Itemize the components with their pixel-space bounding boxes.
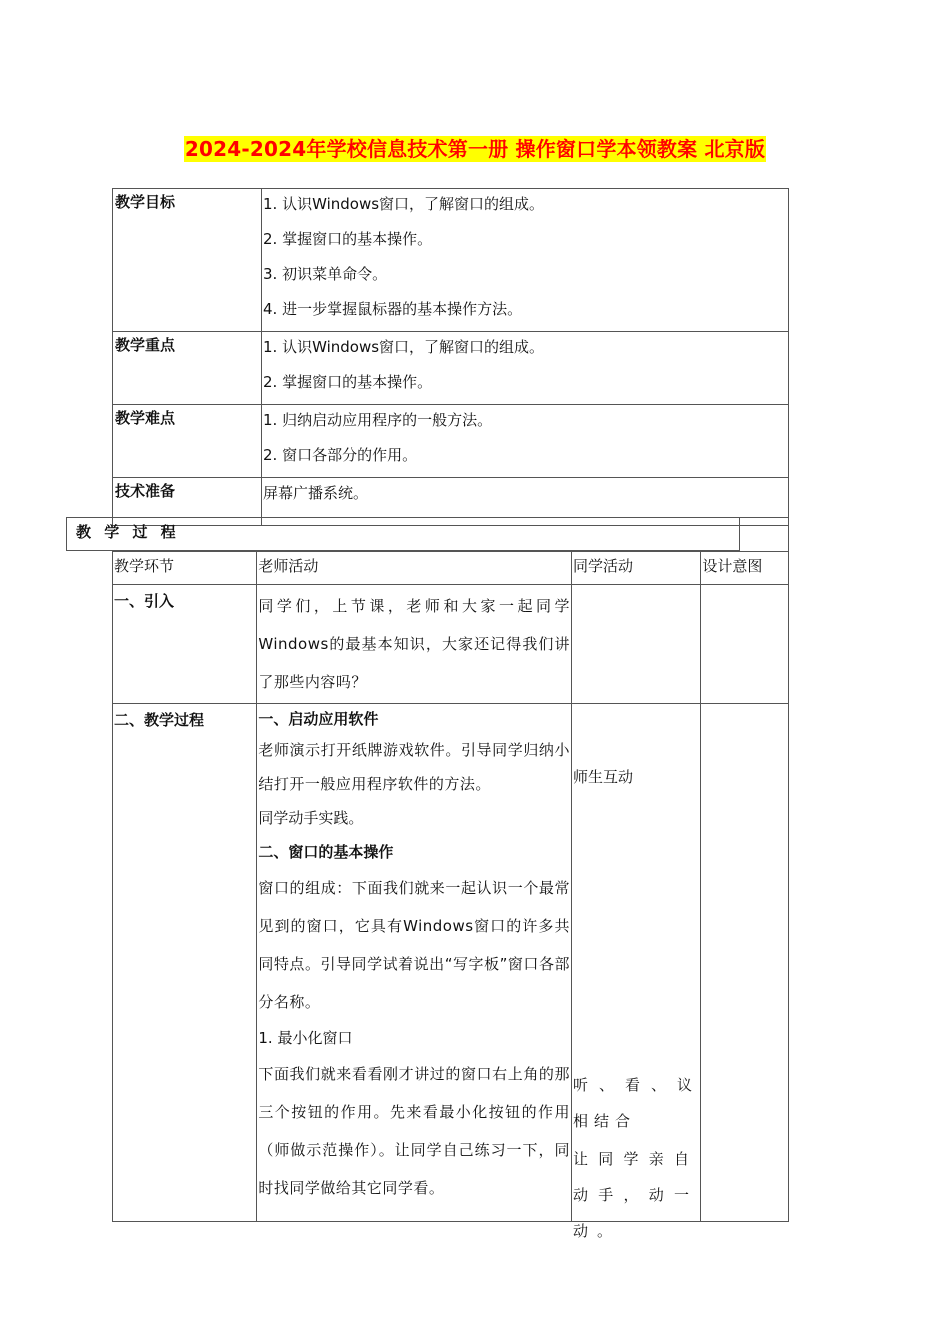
paragraph: 下面我们就来看看刚才讲过的窗口右上角的那三个按钮的作用。先来看最小化按钮的作用（师做示范操作）。让同学自己练习一下，同时找同学做给其它同学看。 — [258, 1065, 570, 1197]
row-content — [262, 332, 789, 405]
table-row — [113, 585, 789, 704]
list-item: 4. 进一步掌握鼠标器的基本操作方法。 — [263, 300, 523, 318]
process-heading: 教 学 过 程 — [66, 517, 740, 551]
overview-table — [112, 188, 789, 526]
section-heading: 一、启动应用软件 — [258, 710, 379, 728]
row-content — [262, 405, 789, 478]
student-activity — [572, 585, 701, 704]
list-item: 1. 归纳启动应用程序的一般方法。 — [263, 411, 493, 429]
list-item: 1. 最小化窗口 — [258, 1029, 353, 1047]
list-item: 2. 窗口各部分的作用。 — [263, 446, 418, 464]
student-note: 让同学亲自动手，动一动。 — [573, 1150, 698, 1240]
table-row — [113, 405, 789, 478]
student-activity — [572, 704, 701, 1240]
list-item: 1. 认识Windows窗口，了解窗口的组成。 — [263, 338, 545, 356]
stage-label: 一、引入 — [113, 585, 257, 704]
row-label: 教学难点 — [113, 405, 262, 478]
list-item: 2. 掌握窗口的基本操作。 — [263, 230, 433, 248]
table-row — [113, 332, 789, 405]
design-intent — [701, 704, 789, 1222]
paragraph: 老师演示打开纸牌游戏软件。引导同学归纳小结打开一般应用程序软件的方法。 — [258, 741, 570, 793]
column-header: 同学活动 — [572, 552, 701, 585]
column-header: 老师活动 — [257, 552, 572, 585]
row-content — [262, 189, 789, 332]
column-header: 设计意图 — [701, 552, 789, 585]
teacher-activity: 同学们，上节课，老师和大家一起同学Windows的最基本知识，大家还记得我们讲了那些内容吗？ — [257, 585, 572, 704]
section-heading: 二、窗口的基本操作 — [258, 843, 394, 861]
title-text: 2024-2024年学校信息技术第一册 操作窗口学本领教案 北京版 — [184, 137, 766, 161]
row-label: 技术准备 — [113, 478, 262, 526]
table-row — [113, 704, 789, 1222]
row-label: 教学重点 — [113, 332, 262, 405]
paragraph: 窗口的组成：下面我们就来一起认识一个最常见到的窗口，它具有Windows窗口的许多共同特点。引导同学试着说出“写字板”窗口各部分名称。 — [258, 879, 570, 1011]
row-label: 教学目标 — [113, 189, 262, 332]
list-item: 1. 认识Windows窗口，了解窗口的组成。 — [263, 195, 545, 213]
document-title — [0, 133, 950, 162]
student-note: 师生互动 — [573, 768, 634, 786]
list-item: 屏幕广播系统。 — [263, 484, 369, 502]
design-intent — [701, 585, 789, 704]
table-row — [113, 189, 789, 332]
stage-label: 二、教学过程 — [113, 704, 257, 1222]
student-note: 听、看、议相结合 — [573, 1076, 698, 1130]
process-table — [112, 551, 789, 1240]
process-heading-border — [740, 517, 789, 551]
list-item: 3. 初识菜单命令。 — [263, 265, 388, 283]
paragraph: 同学动手实践。 — [258, 809, 364, 827]
table-header-row — [113, 552, 789, 585]
list-item: 2. 掌握窗口的基本操作。 — [263, 373, 433, 391]
column-header: 教学环节 — [113, 552, 257, 585]
teacher-activity — [257, 704, 572, 1222]
